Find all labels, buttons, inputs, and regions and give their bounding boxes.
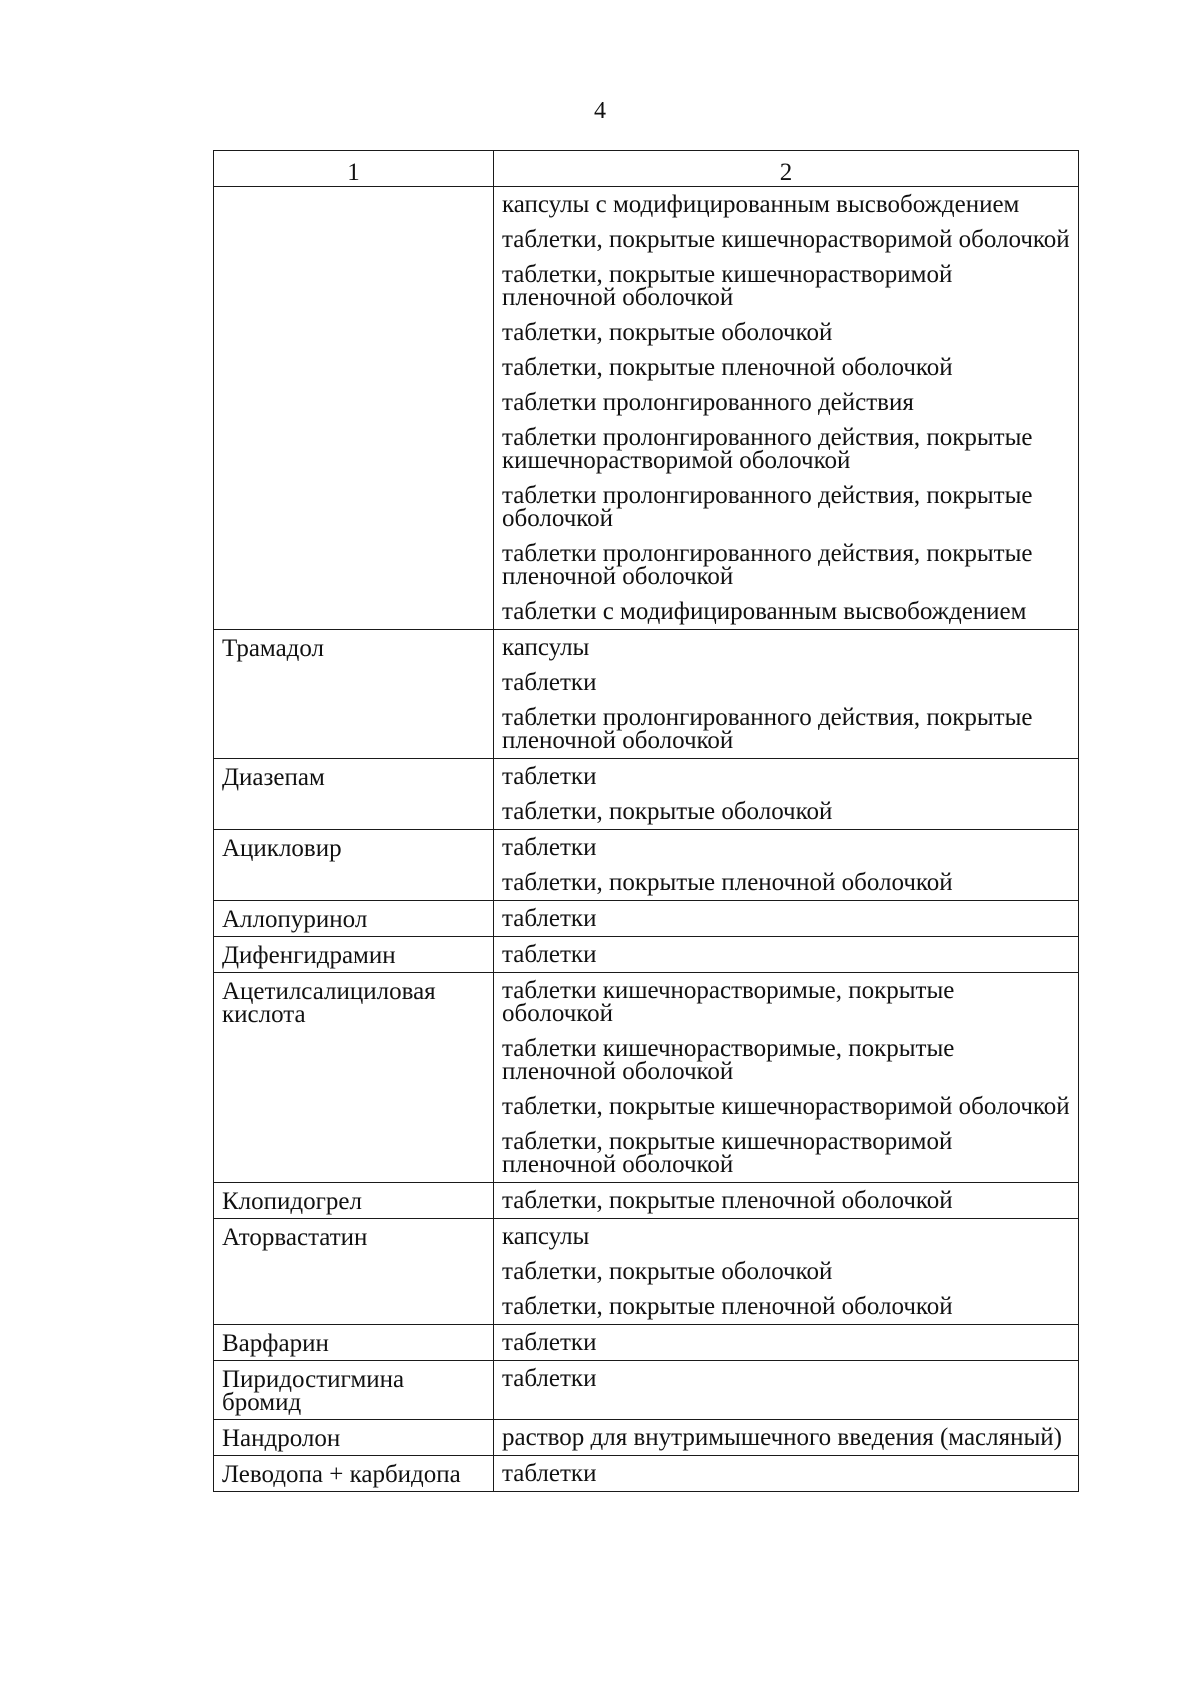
- dosage-form: таблетки кишечнорастворимые, покрытые оболочкой: [502, 977, 955, 1027]
- dosage-forms-cell: [494, 901, 1079, 937]
- drug-name: [214, 187, 493, 199]
- page-number: 4: [594, 98, 606, 124]
- table-row: [214, 973, 1079, 1183]
- dosage-form: таблетки: [502, 905, 597, 932]
- dosage-forms-cell: [494, 759, 1079, 830]
- drug-name: Трамадол: [222, 635, 325, 662]
- dosage-form: таблетки, покрытые оболочкой: [502, 1258, 833, 1285]
- drug-name-cell: [214, 630, 494, 759]
- dosage-form: таблетки: [502, 941, 597, 968]
- dosage-form: таблетки, покрытые кишечнорастворимой пленочной оболочкой: [502, 261, 953, 311]
- drug-name: Леводопа + карбидопа: [222, 1461, 461, 1488]
- drug-name-cell: [214, 1219, 494, 1325]
- drug-name: Аторвастатин: [222, 1224, 368, 1251]
- drug-name-cell: [214, 1456, 494, 1492]
- dosage-form: таблетки кишечнорастворимые, покрытые пленочной оболочкой: [502, 1035, 955, 1085]
- drug-name: Дифенгидрамин: [222, 942, 396, 969]
- drug-name-cell: [214, 1361, 494, 1420]
- table-body: [214, 187, 1079, 1492]
- table-row: [214, 1183, 1079, 1219]
- drug-name-cell: [214, 973, 494, 1183]
- drug-name-cell: [214, 1420, 494, 1456]
- dosage-form: таблетки: [502, 1460, 597, 1487]
- dosage-form: таблетки: [502, 1329, 597, 1356]
- table-row: [214, 759, 1079, 830]
- table-row: [214, 1219, 1079, 1325]
- dosage-form: таблетки, покрытые кишечнорастворимой оболочкой: [502, 226, 1070, 253]
- table-row: [214, 1361, 1079, 1420]
- table-row: [214, 1420, 1079, 1456]
- dosage-form: таблетки: [502, 763, 597, 790]
- drug-name: Клопидогрел: [222, 1188, 362, 1215]
- dosage-form: капсулы с модифицированным высвобождением: [502, 191, 1020, 218]
- dosage-form: раствор для внутримышечного введения (масляный): [502, 1424, 1062, 1451]
- dosage-form: таблетки: [502, 669, 597, 696]
- dosage-form: таблетки пролонгированного действия, покрытые оболочкой: [502, 482, 1033, 532]
- table-row: [214, 1456, 1079, 1492]
- dosage-form: таблетки, покрытые пленочной оболочкой: [502, 1187, 953, 1214]
- table-row: [214, 1325, 1079, 1361]
- dosage-forms-cell: [494, 830, 1079, 901]
- dosage-form: таблетки пролонгированного действия, покрытые кишечнорастворимой оболочкой: [502, 424, 1033, 474]
- drug-name-cell: [214, 901, 494, 937]
- drug-name-cell: [214, 759, 494, 830]
- dosage-forms-cell: [494, 187, 1079, 630]
- drug-name: Ацетилсалициловая кислота: [222, 978, 436, 1028]
- dosage-form: таблетки, покрытые пленочной оболочкой: [502, 354, 953, 381]
- dosage-forms-cell: [494, 973, 1079, 1183]
- dosage-form: таблетки, покрытые кишечнорастворимой пленочной оболочкой: [502, 1128, 953, 1178]
- dosage-forms-cell: [494, 630, 1079, 759]
- table-row: [214, 830, 1079, 901]
- drug-name: Пиридостигмина бромид: [222, 1366, 405, 1416]
- drug-name-cell: [214, 830, 494, 901]
- table-header-row: [214, 151, 1079, 187]
- drug-name-cell: [214, 937, 494, 973]
- dosage-forms-cell: [494, 1361, 1079, 1420]
- dosage-form: капсулы: [502, 634, 590, 661]
- dosage-forms-cell: [494, 1183, 1079, 1219]
- column-header-2: 2: [494, 151, 1079, 187]
- dosage-form: таблетки пролонгированного действия: [502, 389, 914, 416]
- dosage-forms-cell: [494, 1456, 1079, 1492]
- drug-name: Нандролон: [222, 1425, 341, 1452]
- table-row: [214, 630, 1079, 759]
- dosage-form: таблетки, покрытые пленочной оболочкой: [502, 1293, 953, 1320]
- column-header-1: 1: [214, 151, 494, 187]
- dosage-form: таблетки, покрытые пленочной оболочкой: [502, 869, 953, 896]
- drug-name: Диазепам: [222, 764, 325, 791]
- dosage-forms-cell: [494, 937, 1079, 973]
- drug-name-cell: [214, 1183, 494, 1219]
- dosage-form: таблетки пролонгированного действия, покрытые пленочной оболочкой: [502, 704, 1033, 754]
- drug-name-cell: [214, 1325, 494, 1361]
- dosage-forms-cell: [494, 1325, 1079, 1361]
- dosage-form: таблетки, покрытые оболочкой: [502, 319, 833, 346]
- dosage-form: капсулы: [502, 1223, 590, 1250]
- dosage-form: таблетки с модифицированным высвобождением: [502, 598, 1027, 625]
- table-row: [214, 187, 1079, 630]
- dosage-form: таблетки, покрытые оболочкой: [502, 798, 833, 825]
- drug-name-cell: [214, 187, 494, 630]
- drug-name: Аллопуринол: [222, 906, 368, 933]
- drug-name: Варфарин: [222, 1330, 329, 1357]
- drug-forms-table: [213, 150, 1079, 1492]
- dosage-forms-cell: [494, 1219, 1079, 1325]
- dosage-form: таблетки пролонгированного действия, покрытые пленочной оболочкой: [502, 540, 1033, 590]
- dosage-form: таблетки: [502, 1365, 597, 1392]
- table-row: [214, 901, 1079, 937]
- table-row: [214, 937, 1079, 973]
- dosage-form: таблетки: [502, 834, 597, 861]
- dosage-form: таблетки, покрытые кишечнорастворимой оболочкой: [502, 1093, 1070, 1120]
- dosage-forms-cell: [494, 1420, 1079, 1456]
- drug-name: Ацикловир: [222, 835, 342, 862]
